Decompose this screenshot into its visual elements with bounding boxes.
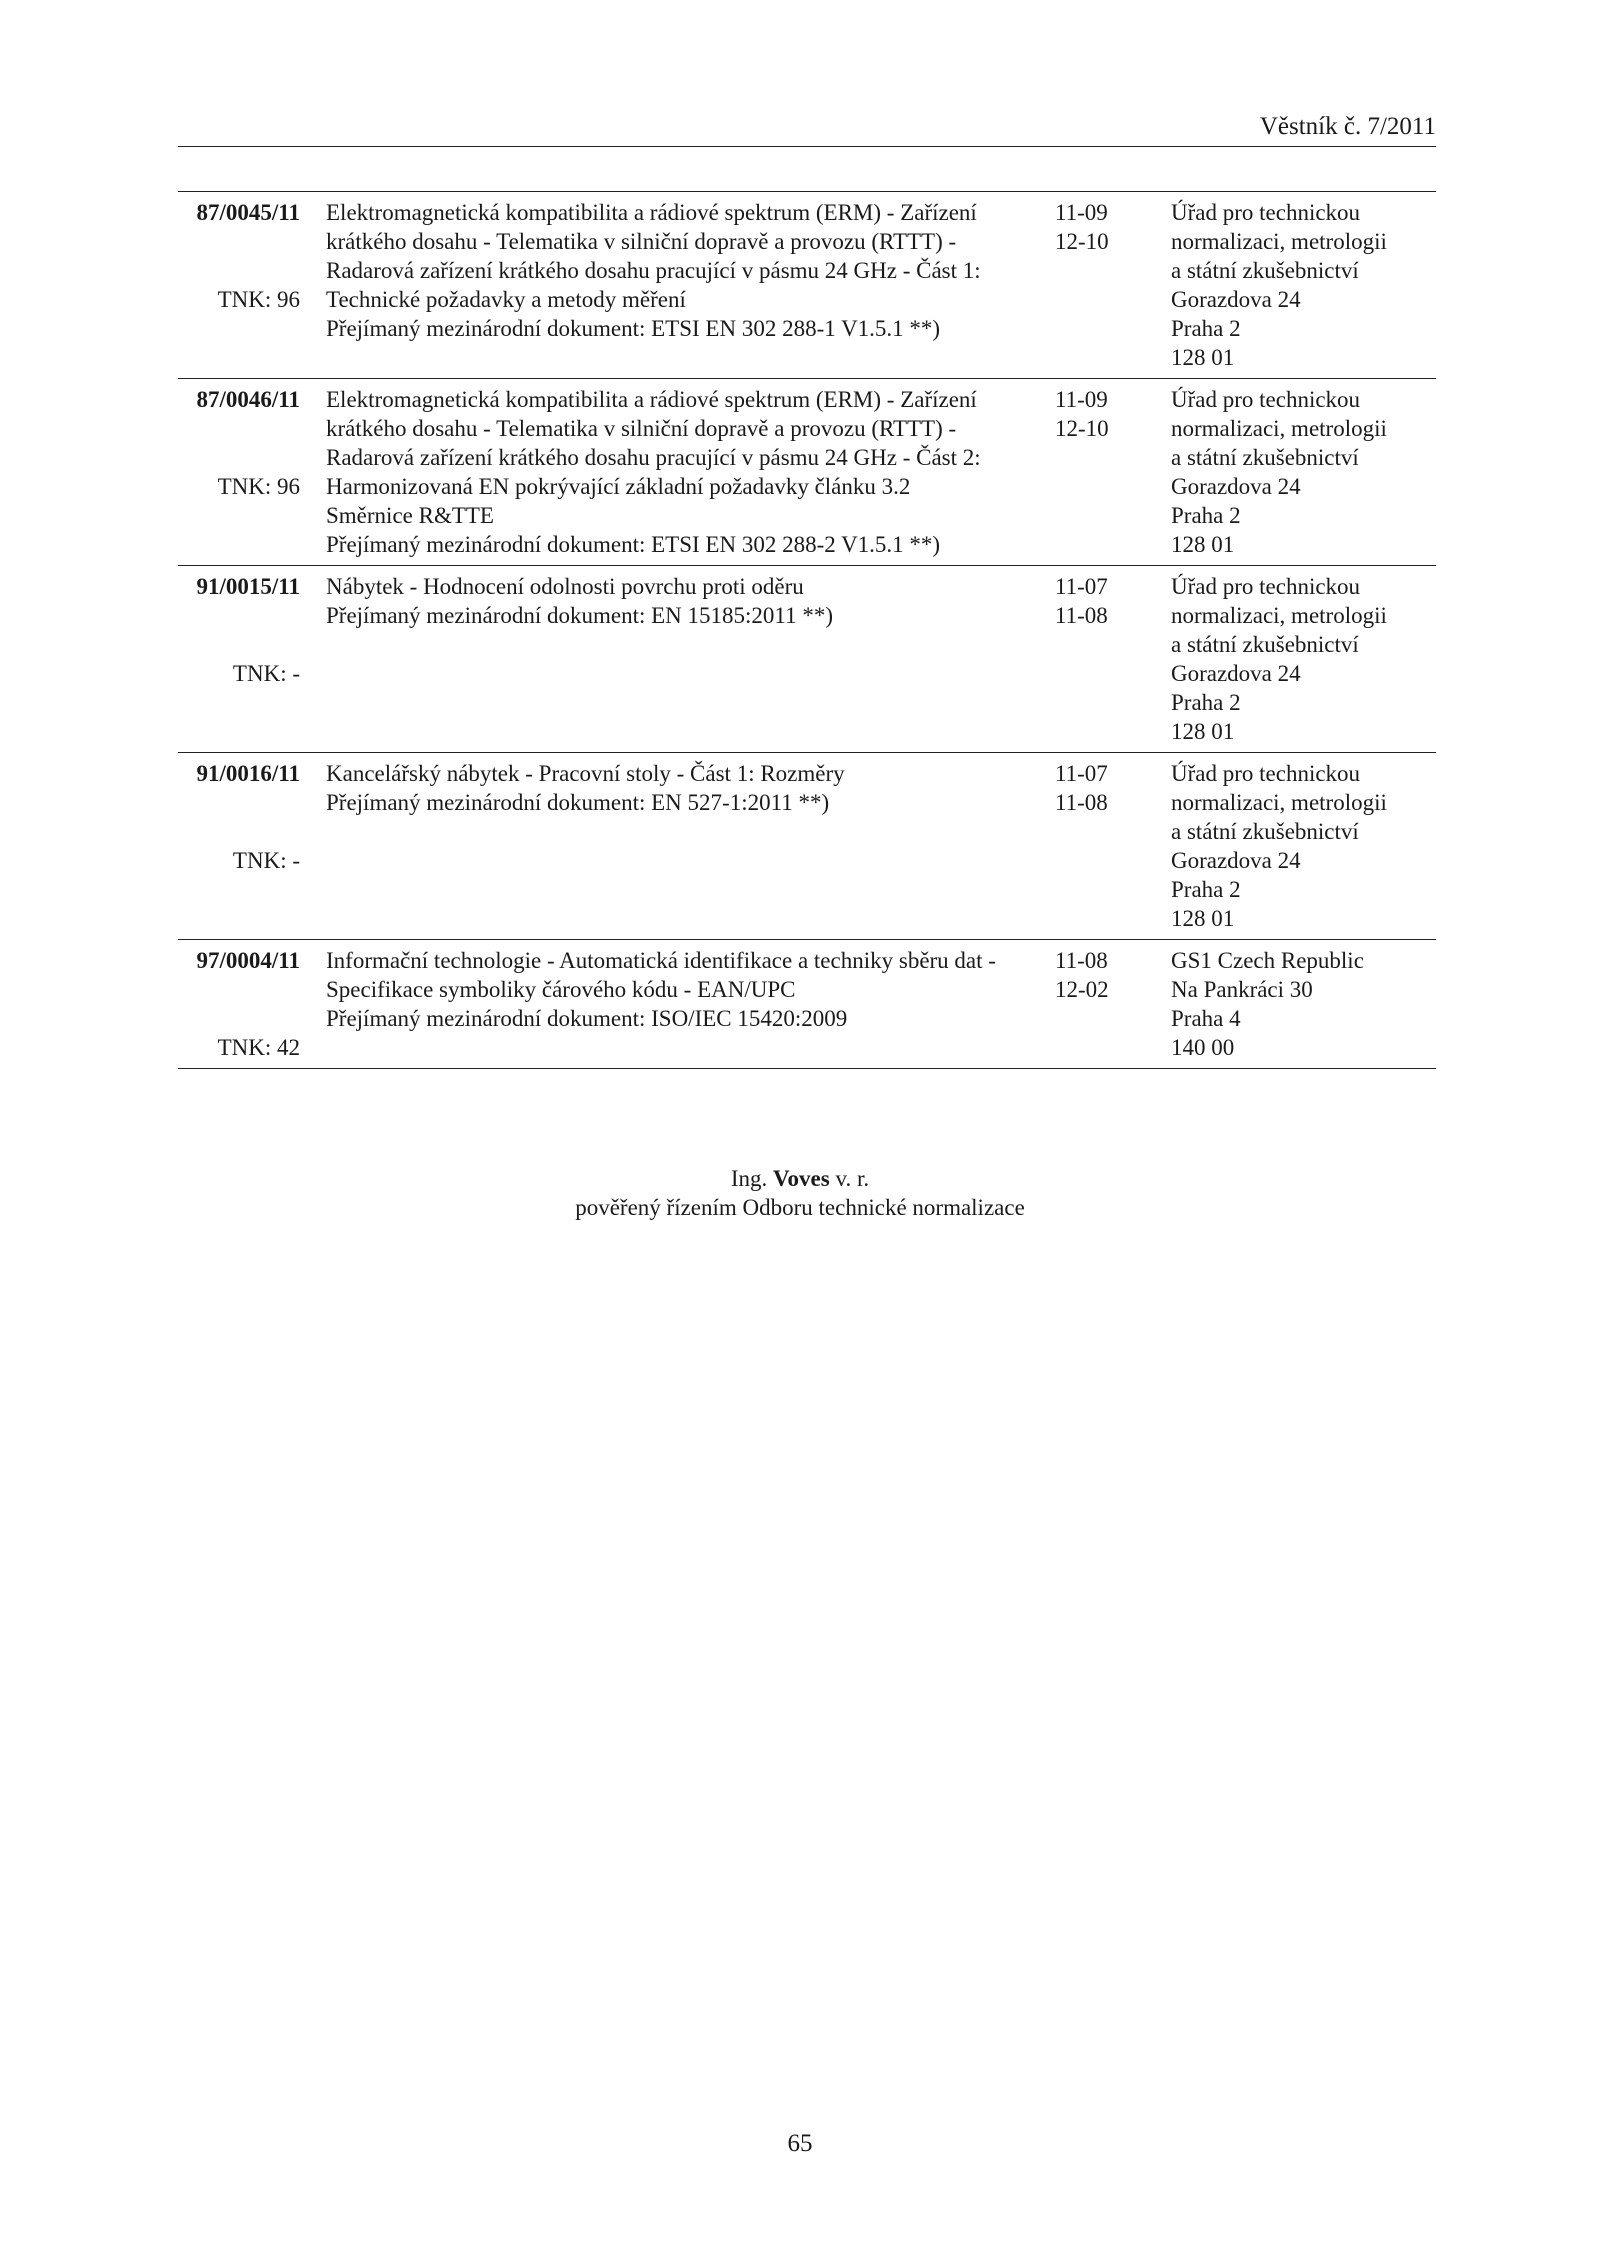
title-line: Přejímaný mezinárodní dokument: EN 15185:2011 **) <box>326 603 833 628</box>
title-line: Nábytek - Hodnocení odolnosti povrchu proti oděru <box>326 574 804 599</box>
dates-cell <box>1055 385 1145 443</box>
address-line: Praha 2 <box>1171 503 1241 528</box>
address-line: 128 01 <box>1171 345 1235 370</box>
address-line: Gorazdova 24 <box>1171 661 1301 686</box>
standard-number: 87/0045/11 <box>196 200 300 225</box>
dates-cell <box>1055 572 1145 630</box>
date-value: 11-09 <box>1055 387 1108 412</box>
address-line: Gorazdova 24 <box>1171 287 1301 312</box>
processor-address-cell <box>1171 198 1436 372</box>
table-row <box>178 566 1436 753</box>
title-line: Směrnice R&TTE <box>326 503 494 528</box>
date-value: 12-10 <box>1055 416 1109 441</box>
tnk-label: TNK: 42 <box>217 1035 300 1060</box>
address-line: Praha 2 <box>1171 316 1241 341</box>
address-line: Úřad pro technickou <box>1171 387 1361 412</box>
address-line: 128 01 <box>1171 719 1235 744</box>
title-line: krátkého dosahu - Telematika v silniční dopravě a provozu (RTTT) - <box>326 416 957 441</box>
page-header <box>178 112 1436 147</box>
signature-prefix: Ing. <box>730 1166 768 1191</box>
title-line: Radarová zařízení krátkého dosahu pracující v pásmu 24 GHz - Část 1: <box>326 258 981 283</box>
tnk-label: TNK: 96 <box>217 287 300 312</box>
address-line: 128 01 <box>1171 532 1235 557</box>
address-line: normalizaci, metrologii <box>1171 416 1387 441</box>
title-line: Přejímaný mezinárodní dokument: ISO/IEC 15420:2009 <box>326 1006 848 1031</box>
signature-role: pověřený řízením Odboru technické normalizace <box>575 1195 1025 1220</box>
date-value: 12-10 <box>1055 229 1109 254</box>
title-line: Radarová zařízení krátkého dosahu pracující v pásmu 24 GHz - Část 2: <box>326 445 981 470</box>
address-line: 140 00 <box>1171 1035 1235 1060</box>
dates-cell <box>1055 946 1145 1004</box>
address-line: normalizaci, metrologii <box>1171 229 1387 254</box>
address-line: GS1 Czech Republic <box>1171 948 1364 973</box>
title-line: Informační technologie - Automatická identifikace a techniky sběru dat - <box>326 948 996 973</box>
address-line: Úřad pro technickou <box>1171 574 1361 599</box>
address-line: Na Pankráci 30 <box>1171 977 1313 1002</box>
standard-id-cell <box>178 198 300 312</box>
table-row <box>178 192 1436 379</box>
standard-number: 97/0004/11 <box>196 948 300 973</box>
date-value: 11-08 <box>1055 603 1108 628</box>
standards-table <box>178 191 1436 1069</box>
address-line: Úřad pro technickou <box>1171 761 1361 786</box>
table-row <box>178 940 1436 1069</box>
address-line: Gorazdova 24 <box>1171 474 1301 499</box>
tnk-label: TNK: 96 <box>217 474 300 499</box>
signature-name: Voves <box>773 1166 830 1191</box>
address-line: Praha 2 <box>1171 877 1241 902</box>
title-line: Technické požadavky a metody měření <box>326 287 686 312</box>
title-line: Specifikace symboliky čárového kódu - EAN/UPC <box>326 977 796 1002</box>
address-line: a státní zkušebnictví <box>1171 258 1359 283</box>
dates-cell <box>1055 198 1145 256</box>
standard-id-cell <box>178 385 300 499</box>
processor-address-cell <box>1171 759 1436 933</box>
standard-number: 87/0046/11 <box>196 387 300 412</box>
standard-id-cell <box>178 572 300 686</box>
processor-address-cell <box>1171 946 1436 1062</box>
date-value: 11-09 <box>1055 200 1108 225</box>
date-value: 11-08 <box>1055 948 1108 973</box>
title-line: Elektromagnetická kompatibilita a rádiové spektrum (ERM) - Zařízení <box>326 200 977 225</box>
date-value: 11-07 <box>1055 574 1108 599</box>
address-line: a státní zkušebnictví <box>1171 632 1359 657</box>
address-line: normalizaci, metrologii <box>1171 790 1387 815</box>
table-row <box>178 753 1436 940</box>
signature-name-line <box>0 1164 1600 1193</box>
bulletin-title: Věstník č. 7/2011 <box>1259 113 1436 140</box>
date-value: 11-07 <box>1055 761 1108 786</box>
address-line: normalizaci, metrologii <box>1171 603 1387 628</box>
address-line: Gorazdova 24 <box>1171 848 1301 873</box>
tnk-label: TNK: - <box>232 848 300 873</box>
title-line: Přejímaný mezinárodní dokument: ETSI EN 302 288-2 V1.5.1 **) <box>326 532 941 557</box>
date-value: 11-08 <box>1055 790 1108 815</box>
processor-address-cell <box>1171 385 1436 559</box>
signature-block <box>0 1164 1600 1222</box>
standard-id-cell <box>178 946 300 1060</box>
address-line: a státní zkušebnictví <box>1171 445 1359 470</box>
page-number: 65 <box>787 2130 813 2157</box>
dates-cell <box>1055 759 1145 817</box>
title-line: Kancelářský nábytek - Pracovní stoly - Část 1: Rozměry <box>326 761 845 786</box>
title-line: Elektromagnetická kompatibilita a rádiové spektrum (ERM) - Zařízení <box>326 387 977 412</box>
title-line: krátkého dosahu - Telematika v silniční dopravě a provozu (RTTT) - <box>326 229 957 254</box>
table-row <box>178 379 1436 566</box>
processor-address-cell <box>1171 572 1436 746</box>
signature-suffix: v. r. <box>835 1166 870 1191</box>
date-value: 12-02 <box>1055 977 1109 1002</box>
address-line: a státní zkušebnictví <box>1171 819 1359 844</box>
title-line: Přejímaný mezinárodní dokument: EN 527-1:2011 **) <box>326 790 830 815</box>
standard-id-cell <box>178 759 300 873</box>
standard-number: 91/0016/11 <box>196 761 300 786</box>
address-line: 128 01 <box>1171 906 1235 931</box>
address-line: Praha 4 <box>1171 1006 1241 1031</box>
title-line: Přejímaný mezinárodní dokument: ETSI EN 302 288-1 V1.5.1 **) <box>326 316 941 341</box>
standard-number: 91/0015/11 <box>196 574 300 599</box>
address-line: Úřad pro technickou <box>1171 200 1361 225</box>
tnk-label: TNK: - <box>232 661 300 686</box>
title-line: Harmonizovaná EN pokrývající základní požadavky článku 3.2 <box>326 474 911 499</box>
address-line: Praha 2 <box>1171 690 1241 715</box>
